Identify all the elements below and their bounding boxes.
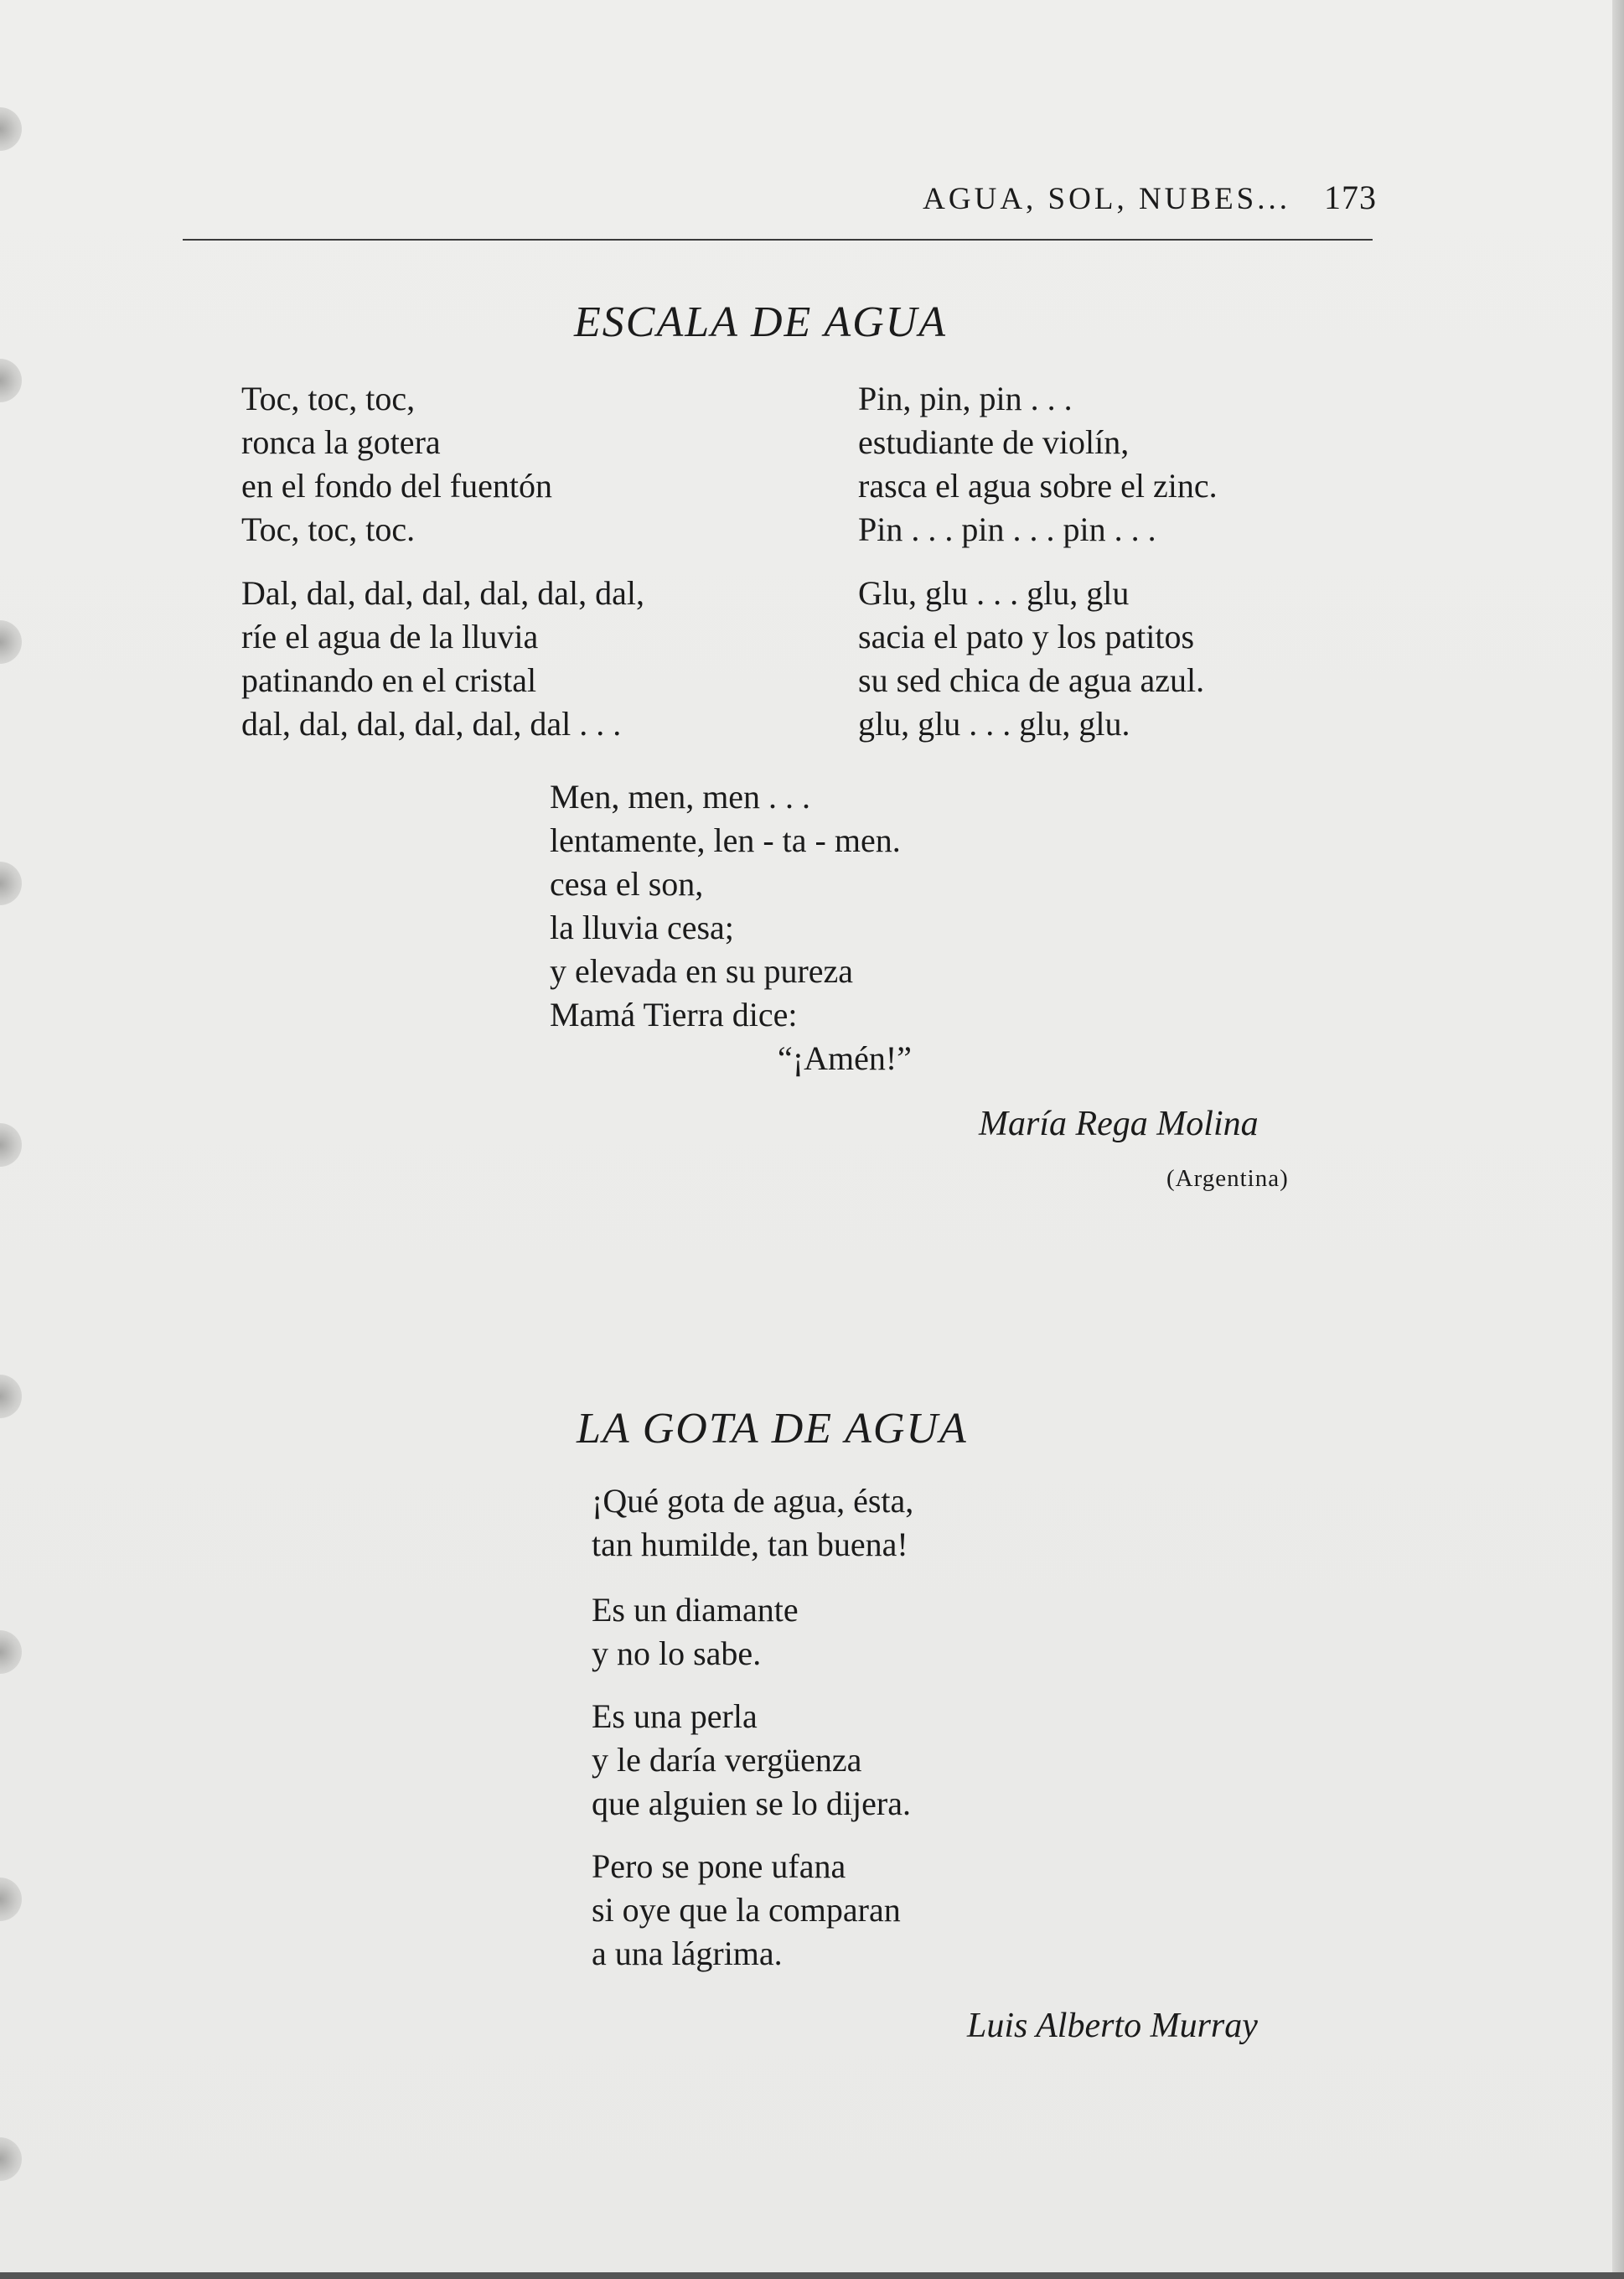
verse-line-amen: “¡Amén!”	[778, 1039, 912, 1077]
running-header	[923, 178, 1377, 217]
verse-line: ¡Qué gota de agua, ésta,	[592, 1482, 914, 1520]
verse-line: ronca la gotera	[241, 423, 441, 461]
poem-title: LA GOTA DE AGUA	[577, 1405, 968, 1453]
verse-line: dal, dal, dal, dal, dal, dal . . .	[241, 705, 622, 743]
verse-line: y elevada en su pureza	[550, 952, 854, 990]
stanza	[550, 775, 901, 1037]
verse-line: Pero se pone ufana	[592, 1847, 846, 1885]
binder-hole-mark	[0, 620, 22, 664]
binder-hole-mark	[0, 1123, 22, 1167]
verse-line: patinando en el cristal	[241, 661, 537, 699]
stanza	[241, 572, 644, 746]
stanza	[592, 1845, 901, 1976]
running-title: AGUA, SOL, NUBES...	[923, 182, 1290, 216]
binder-hole-mark	[0, 359, 22, 402]
verse-line: cesa el son,	[550, 865, 704, 903]
header-rule	[183, 239, 1373, 241]
verse-line: su sed chica de agua azul.	[858, 661, 1205, 699]
binder-hole-mark	[0, 1375, 22, 1418]
stanza	[592, 1479, 913, 1567]
verse-line: a una lágrima.	[592, 1935, 783, 1972]
stanza	[592, 1588, 799, 1676]
poem-author: Luis Alberto Murray	[967, 2007, 1258, 2045]
verse-line: tan humilde, tan buena!	[592, 1525, 908, 1563]
binder-hole-mark	[0, 107, 22, 151]
poem-author: María Rega Molina	[979, 1105, 1259, 1143]
verse-line: Es una perla	[592, 1697, 758, 1735]
verse-line: en el fondo del fuentón	[241, 467, 552, 505]
stanza	[858, 377, 1218, 552]
stanza	[241, 377, 552, 552]
verse-line: Mamá Tierra dice:	[550, 996, 798, 1033]
verse-line: estudiante de violín,	[858, 423, 1130, 461]
stanza	[592, 1695, 911, 1826]
page-edge-shadow	[1612, 0, 1624, 2279]
verse-line: y le daría vergüenza	[592, 1741, 862, 1779]
binder-hole-mark	[0, 1630, 22, 1674]
verse-line: Pin . . . pin . . . pin . . .	[858, 510, 1156, 548]
verse-line: que alguien se lo dijera.	[592, 1784, 911, 1822]
verse-line: Pin, pin, pin . . .	[858, 380, 1073, 417]
binder-hole-mark	[0, 2137, 22, 2181]
verse-line: rasca el agua sobre el zinc.	[858, 467, 1218, 505]
author-country: (Argentina)	[1166, 1165, 1289, 1192]
verse-line: Toc, toc, toc,	[241, 380, 416, 417]
verse-line: y no lo sabe.	[592, 1634, 762, 1672]
verse-line: Toc, toc, toc.	[241, 510, 416, 548]
verse-line: ríe el agua de la lluvia	[241, 618, 539, 655]
verse-line: Es un diamante	[592, 1591, 799, 1629]
verse-line: lentamente, len - ta - men.	[550, 821, 901, 859]
poem-title: ESCALA DE AGUA	[574, 298, 947, 346]
verse-line: sacia el pato y los patitos	[858, 618, 1195, 655]
verse-line: Glu, glu . . . glu, glu	[858, 574, 1130, 612]
binder-hole-mark	[0, 862, 22, 905]
stanza	[858, 572, 1204, 746]
verse-line: Men, men, men . . .	[550, 778, 811, 816]
page-bottom-edge	[0, 2272, 1624, 2279]
verse-line: la lluvia cesa;	[550, 909, 734, 946]
binder-hole-mark	[0, 1878, 22, 1921]
verse-line: Dal, dal, dal, dal, dal, dal, dal,	[241, 574, 644, 612]
verse-line: glu, glu . . . glu, glu.	[858, 705, 1130, 743]
verse-line: si oye que la comparan	[592, 1891, 901, 1929]
page-number: 173	[1324, 179, 1377, 216]
